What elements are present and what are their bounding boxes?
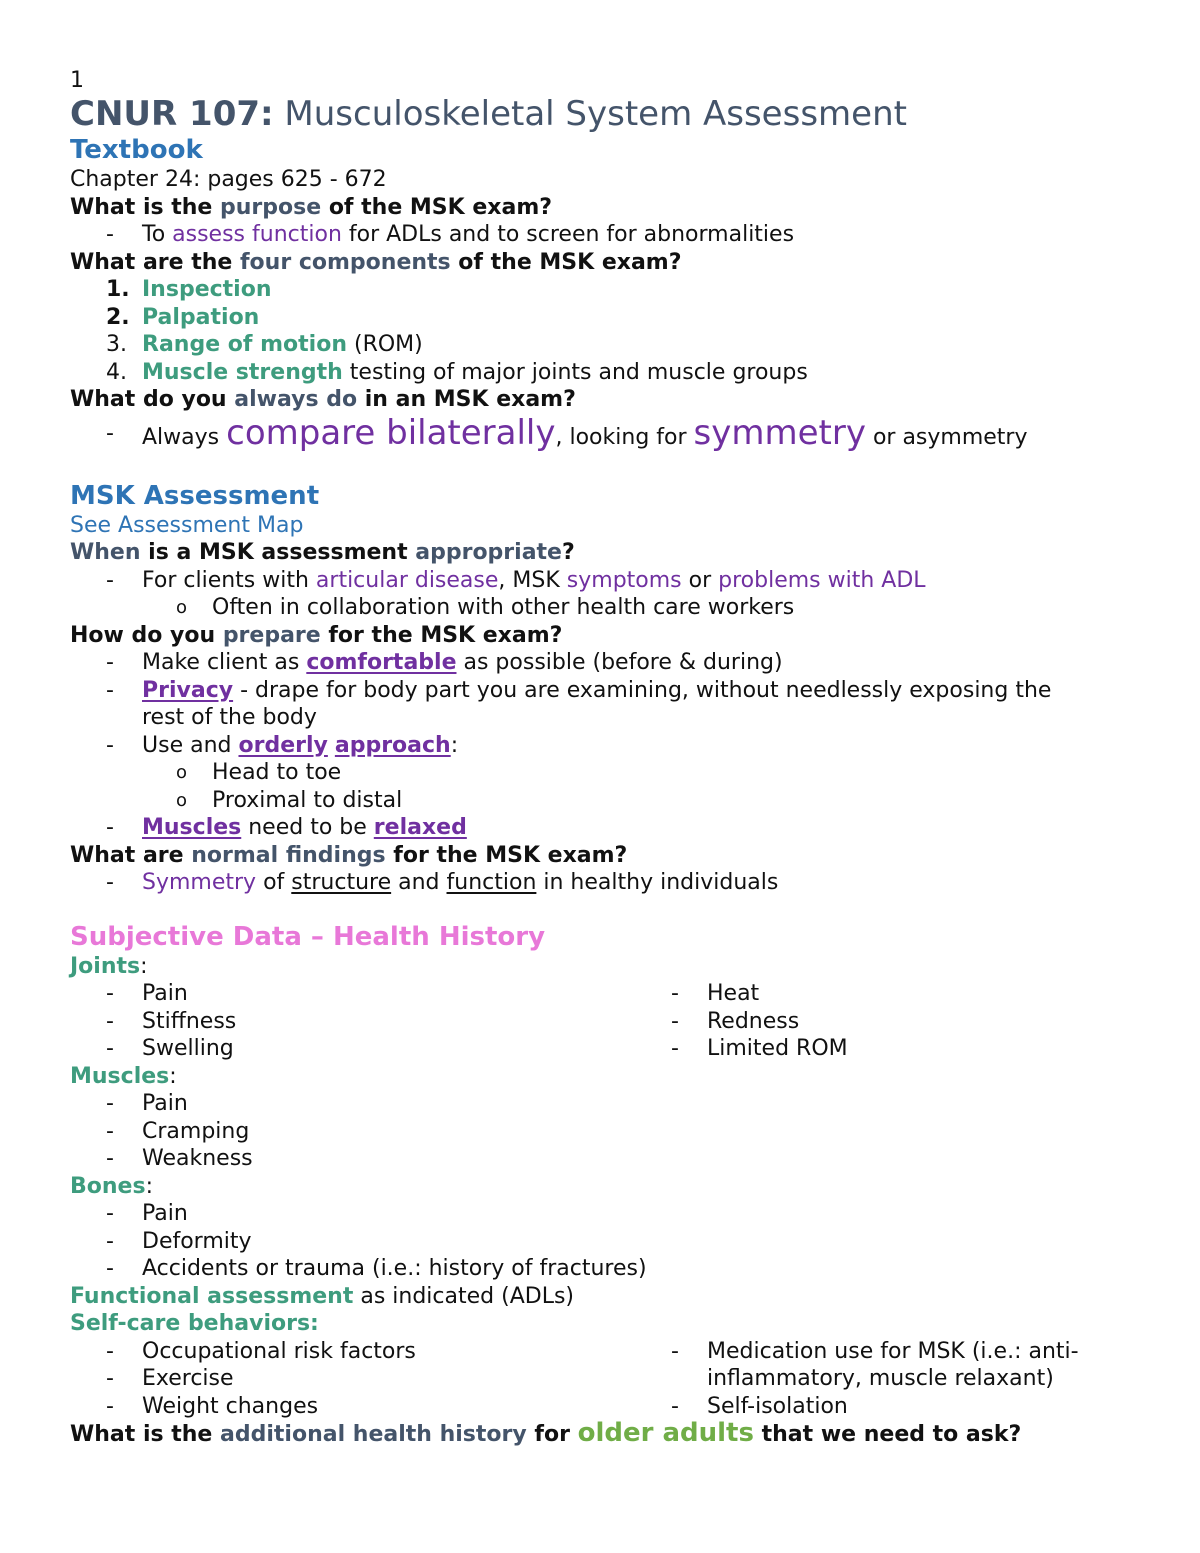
component-item: 3. Range of motion (ROM) xyxy=(106,332,423,357)
subjective-heading: Subjective Data – Health History xyxy=(70,921,546,952)
list-item: - Weakness xyxy=(106,1146,253,1171)
bones-label: Bones: xyxy=(70,1173,153,1199)
components-question: What are the four components of the MSK exam? xyxy=(70,249,682,275)
document-page xyxy=(70,68,1150,1449)
list-item: - Medication use for MSK (i.e.: anti- xyxy=(671,1338,1079,1364)
always-answer: - Always compare bilaterally, looking for symmetry or asymmetry xyxy=(106,412,1028,453)
prepare-item: - Privacy - drape for body part you are examining, without needlessly exposing the xyxy=(106,677,1052,703)
textbook-chapter: Chapter 24: pages 625 - 672 xyxy=(70,167,387,192)
list-item-continued: inflammatory, muscle relaxant) xyxy=(707,1366,1054,1391)
muscles-label: Muscles: xyxy=(70,1063,177,1089)
assessment-map-link[interactable]: See Assessment Map xyxy=(70,512,304,538)
joints-label: Joints: xyxy=(70,953,148,979)
list-item: - Accidents or trauma (i.e.: history of fractures) xyxy=(106,1256,647,1281)
prepare-item: - Make client as comfortable as possible (before & during) xyxy=(106,650,783,675)
list-item: - Deformity xyxy=(106,1228,252,1254)
when-answer: - For clients with articular disease, MSK symptoms or problems with ADL xyxy=(106,567,926,593)
joints-list xyxy=(70,980,1150,1063)
list-item: - Redness xyxy=(671,1008,800,1034)
prepare-question: How do you prepare for the MSK exam? xyxy=(70,622,563,648)
msk-heading: MSK Assessment xyxy=(70,480,320,511)
component-item: 4. Muscle strength testing of major joints and muscle groups xyxy=(106,359,808,385)
list-item: - Stiffness xyxy=(106,1008,237,1034)
textbook-heading: Textbook xyxy=(70,135,203,165)
older-adults-question: What is the additional health history for older adults that we need to ask? xyxy=(70,1418,1022,1448)
selfcare-list xyxy=(70,1338,1150,1421)
list-item: - Heat xyxy=(671,981,760,1006)
list-item: - Occupational risk factors xyxy=(106,1338,416,1364)
page-title xyxy=(70,94,1150,134)
title-topic: Musculoskeletal System Assessment xyxy=(284,94,907,134)
prepare-item: - Muscles need to be relaxed xyxy=(106,815,467,840)
list-item: - Exercise xyxy=(106,1366,234,1391)
purpose-answer: - To assess function for ADLs and to screen for abnormalities xyxy=(106,222,795,247)
bullet-dash: - xyxy=(106,222,114,247)
purpose-question: What is the purpose of the MSK exam? xyxy=(70,194,553,220)
always-question: What do you always do in an MSK exam? xyxy=(70,387,576,412)
list-item: - Self-isolation xyxy=(671,1393,848,1419)
list-item: - Pain xyxy=(106,1201,188,1226)
when-question: When is a MSK assessment appropriate? xyxy=(70,540,575,565)
component-item: 2. Palpation xyxy=(106,304,260,330)
bullet-dash: - xyxy=(106,420,114,446)
prepare-sub-item: o Proximal to distal xyxy=(176,787,403,813)
prepare-item-continued: rest of the body xyxy=(142,705,317,730)
selfcare-label: Self-care behaviors: xyxy=(70,1311,319,1336)
list-item: - Limited ROM xyxy=(671,1036,848,1061)
list-item: - Weight changes xyxy=(106,1393,319,1419)
list-item: - Pain xyxy=(106,981,188,1006)
list-item: - Swelling xyxy=(106,1036,234,1061)
list-item: - Cramping xyxy=(106,1118,250,1144)
course-code: CNUR 107: xyxy=(70,94,274,134)
prepare-item: - Use and orderly approach: xyxy=(106,732,459,758)
when-sub-item: o Often in collaboration with other health care workers xyxy=(176,595,795,620)
component-item: 1. Inspection xyxy=(106,277,272,302)
prepare-sub-item: o Head to toe xyxy=(176,760,342,785)
normal-question: What are normal findings for the MSK exam? xyxy=(70,842,628,868)
page-number: 1 xyxy=(70,68,84,93)
functional-assessment: Functional assessment as indicated (ADLs) xyxy=(70,1283,574,1309)
list-item: - Pain xyxy=(106,1091,188,1116)
normal-answer: - Symmetry of structure and function in healthy individuals xyxy=(106,870,779,895)
